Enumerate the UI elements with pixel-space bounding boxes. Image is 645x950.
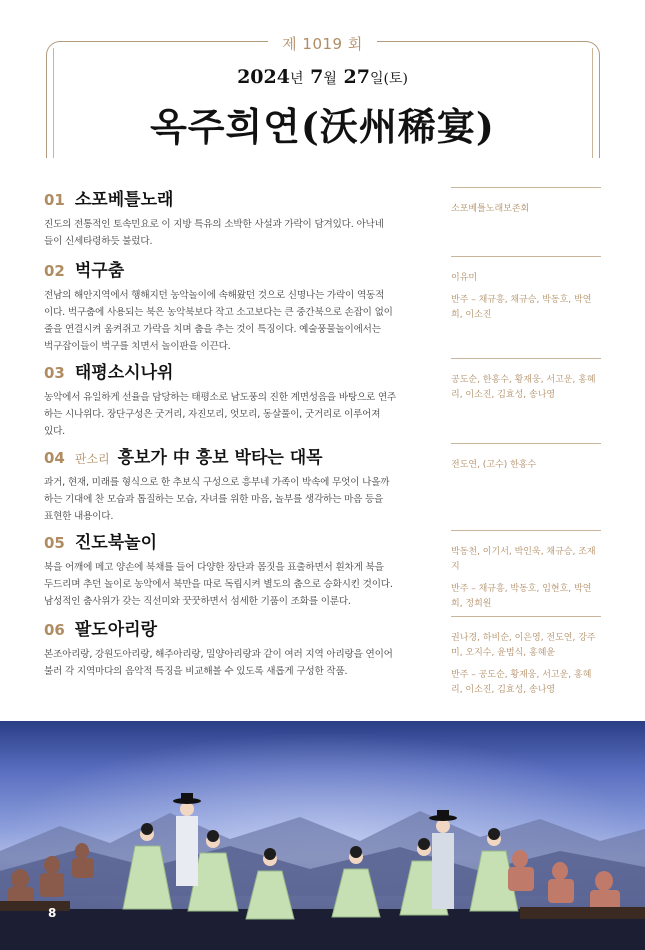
performer-line: 반주 – 채규흥, 박동호, 임현호, 박연희, 정희원 [451, 584, 592, 609]
desc-line: 전남의 해안지역에서 행해지던 농악놀이에 속해왔던 것으로 신명나는 가락이 역동적 [44, 290, 385, 301]
desc-line: 줄을 연결시켜 움켜쥐고 가락을 치며 춤을 추는 것이 특징이다. 예술풍물놀이에서는 [44, 324, 381, 335]
program-item-02 [44, 256, 428, 355]
performer-line: 공도순, 한홍수, 황재웅, 서고운, 홍혜리, 이소진, 김효성, 송나영 [451, 375, 596, 400]
item-description [44, 646, 428, 680]
date-day-suffix: 일(토) [369, 71, 408, 87]
performer-line: 이유미 [451, 273, 478, 283]
item-description [44, 216, 428, 250]
item-name: 진도북놀이 [74, 533, 157, 553]
desc-line: 하는 기대에 찬 모습과 톱질하는 모습, 자녀를 위한 마음, 놀부를 생각하는 마음 등을 [44, 494, 384, 505]
desc-line: 두드리며 추던 놀이로 농악에서 북만을 따로 독립시켜 별도의 춤으로 승화시킨 것이다. [44, 579, 393, 590]
stage-illustration [0, 721, 645, 950]
program-item-01 [44, 185, 428, 250]
item-number: 02 [44, 262, 65, 280]
item-genre: 판소리 [74, 452, 110, 466]
performer-line: 박동천, 이기서, 박인욱, 채규승, 조재지 [451, 547, 596, 572]
item-description [44, 389, 428, 440]
item-number: 05 [44, 534, 65, 552]
program-item-04 [44, 443, 428, 525]
item-name: 태평소시나위 [74, 363, 174, 383]
performers-06 [451, 616, 601, 705]
desc-line: 있다. [44, 426, 65, 437]
desc-line: 남성적인 춤사위가 갖는 직선미와 꿋꿋하면서 섬세한 기품이 조화를 이룬다. [44, 596, 351, 607]
stage-photo [0, 721, 645, 950]
divider [451, 443, 601, 444]
desc-line: 표현한 내용이다. [44, 511, 114, 522]
performers-04 [451, 443, 601, 480]
divider [451, 358, 601, 359]
divider [451, 616, 601, 617]
item-description [44, 474, 428, 525]
item-number: 01 [44, 191, 65, 209]
program-item-06 [44, 615, 428, 680]
divider [451, 530, 601, 531]
item-number: 06 [44, 621, 65, 639]
desc-line: 벅구잡이들이 벅구를 치면서 놀이판을 이끈다. [44, 341, 231, 352]
page-number: 8 [48, 906, 57, 920]
performers-01 [451, 187, 601, 224]
performer-line: 반주 – 공도순, 황재웅, 서고운, 홍혜리, 이소진, 김효성, 송나영 [451, 670, 592, 695]
item-name: 흥보가 中 흥보 박타는 대목 [117, 448, 323, 468]
desc-line: 농악에서 유일하게 선율을 담당하는 태평소로 남도풍의 진한 계면성음을 바탕으로 연주 [44, 392, 397, 403]
performer-line: 소포베틀노래보존회 [451, 204, 530, 214]
desc-line: 하는 시나위다. 장단구성은 굿거리, 자진모리, 엇모리, 동살풀이, 굿거리로 이루어져 [44, 409, 381, 420]
item-name: 소포베틀노래 [74, 190, 174, 210]
divider [451, 256, 601, 257]
performers-03 [451, 358, 601, 410]
item-description [44, 559, 428, 610]
performers-05 [451, 530, 601, 619]
performer-line: 권나경, 하비순, 이은영, 전도연, 강주미, 오지수, 윤범식, 홍혜윤 [451, 633, 596, 658]
date-year-suffix: 년 [289, 71, 304, 87]
issue-label [0, 33, 645, 54]
desc-line: 이다. 벅구춤에 사용되는 북은 농악북보다 작고 소고보다는 큰 중간북으로 손잡이 없이 [44, 307, 393, 318]
item-name: 벅구춤 [74, 261, 125, 281]
desc-line: 북을 어깨에 메고 양손에 북채를 들어 다양한 장단과 몸짓을 표출하면서 흰차게 북을 [44, 562, 384, 573]
program-item-05 [44, 528, 428, 610]
date-month: 7 [310, 66, 324, 88]
desc-line: 과거, 현재, 미래를 형식으로 한 추보식 구성으로 흥부네 가족이 박속에 무엇이 나올까 [44, 477, 390, 488]
desc-line: 본조아리랑, 강원도아리랑, 해주아리랑, 밀양아리랑과 같이 여러 지역 아리랑을 연이어 [44, 649, 393, 660]
performers-02 [451, 256, 601, 330]
desc-line: 불러 각 지역마다의 음악적 특징을 비교해볼 수 있도록 새롭게 구성한 작품. [44, 666, 348, 677]
date-month-suffix: 월 [323, 71, 337, 87]
item-number: 03 [44, 364, 65, 382]
performance-date [0, 66, 645, 88]
desc-line: 들이 신세타령하듯 불렀다. [44, 236, 153, 247]
page-title: 옥주희연(沃州稀宴) [150, 104, 495, 149]
item-name: 팔도아리랑 [74, 620, 157, 640]
issue-number: 제 1019 회 [268, 33, 377, 54]
performer-line: 반주 – 채규흥, 채규승, 박동호, 박연희, 이소진 [451, 295, 592, 320]
performer-line: 전도연, (고수) 한홍수 [451, 460, 537, 470]
desc-line: 진도의 전통적인 토속민요로 이 지방 특유의 소박한 사설과 가락이 담겨있다. 아낙네 [44, 219, 384, 230]
item-number: 04 [44, 449, 65, 467]
date-year: 2024 [237, 66, 290, 88]
divider [451, 187, 601, 188]
date-day: 27 [343, 66, 370, 88]
program-item-03 [44, 358, 428, 440]
item-description [44, 287, 428, 355]
